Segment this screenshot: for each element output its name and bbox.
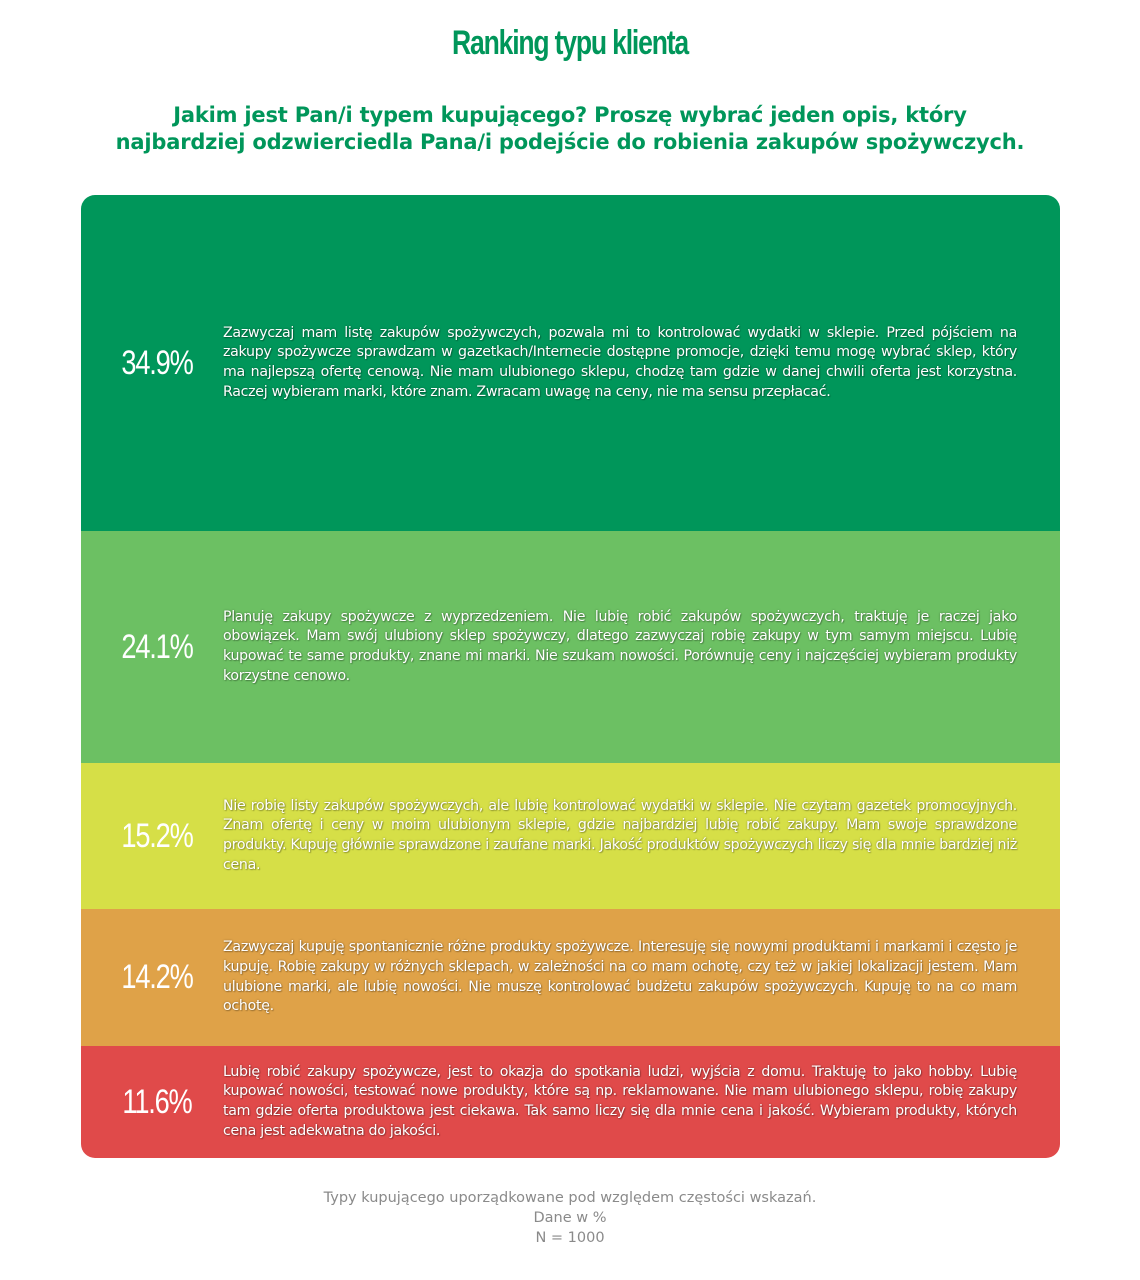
data-label: 24.1% — [121, 627, 193, 666]
data-label: 14.2% — [121, 958, 193, 996]
category-description: Zazwyczaj kupuję spontanicznie różne produkty spożywcze. Interesuję się nowymi produktami i markami i często je kupuję. Robię zakupy w różnych sklepach, w zależności na co mam ochotę, czy też w jakiej lokalizacji jestem. Mam ulubione marki, ale lubię nowości. Nie muszę kontrolować budżetu zakupów spożywczych. Kupuję to na co mam ochotę. — [223, 939, 1017, 1015]
survey-question: Jakim jest Pan/i typem kupującego? Proszę wybrać jeden opis, który najbardziej odzwierciedla Pana/i podejście do robienia zakupów spożywczych. — [115, 103, 1025, 154]
bar-segment-2 — [81, 531, 1060, 763]
ranking-chart — [81, 195, 1060, 1158]
footer-sample-size: N = 1000 — [535, 1230, 605, 1246]
bar-segment-4 — [81, 909, 1060, 1046]
category-description: Zazwyczaj mam listę zakupów spożywczych, pozwala mi to kontrolować wydatki w sklepie. Przed pójściem na zakupy spożywcze sprawdzam w gazetkach/Internecie dostępne promocje, dzięki temu mogę wybrać sklep, który ma najlepszą ofertę cenową. Nie mam ulubionego sklepu, chodzę tam gdzie w danej chwili oferta jest korzystna. Raczej wybieram marki, które znam. Zwracam uwagę na ceny, nie ma sensu przepłacać. — [223, 324, 1017, 400]
category-description: Lubię robić zakupy spożywcze, jest to okazja do spotkania ludzi, wyjścia z domu. Traktuję to jako hobby. Lubię kupować nowości, testować nowe produkty, które są np. reklamowane. Nie mam ulubionego sklepu, robię zakupy tam gdzie oferta produktowa jest ciekawa. Tak samo liczy się dla mnie cena i jakość. Wybieram produkty, których cena jest adekwatna do jakości. — [223, 1063, 1017, 1139]
data-label: 15.2% — [121, 816, 193, 855]
bar-segment-3 — [81, 763, 1060, 909]
data-label: 11.6% — [122, 1082, 192, 1121]
chart-title: Ranking typu klienta — [452, 24, 688, 62]
chart-footer — [0, 1188, 1140, 1248]
footer-unit: Dane w % — [533, 1210, 607, 1226]
data-label: 34.9% — [121, 343, 193, 382]
footer-note: Typy kupującego uporządkowane pod względem częstości wskazań. — [323, 1190, 817, 1206]
category-description: Nie robię listy zakupów spożywczych, ale lubię kontrolować wydatki w sklepie. Nie czytam gazetek promocyjnych. Znam ofertę i ceny w moim ulubionym sklepie, gdzie najbardziej lubię robić zakupy. Mam swoje sprawdzone produkty. Kupuję głównie sprawdzone i zaufane marki. Jakość produktów spożywczych liczy się dla mnie bardziej niż cena. — [223, 797, 1017, 873]
category-description: Planuję zakupy spożywcze z wyprzedzeniem. Nie lubię robić zakupów spożywczych, traktuję je raczej jako obowiązek. Mam swój ulubiony sklep spożywczy, dlatego zazwyczaj robię zakupy w tym samym miejscu. Lubię kupować te same produkty, znane mi marki. Nie szukam nowości. Porównuję ceny i najczęściej wybieram produkty korzystne cenowo. — [223, 608, 1017, 684]
bar-segment-5 — [81, 1046, 1060, 1158]
bar-segment-1 — [81, 195, 1060, 531]
